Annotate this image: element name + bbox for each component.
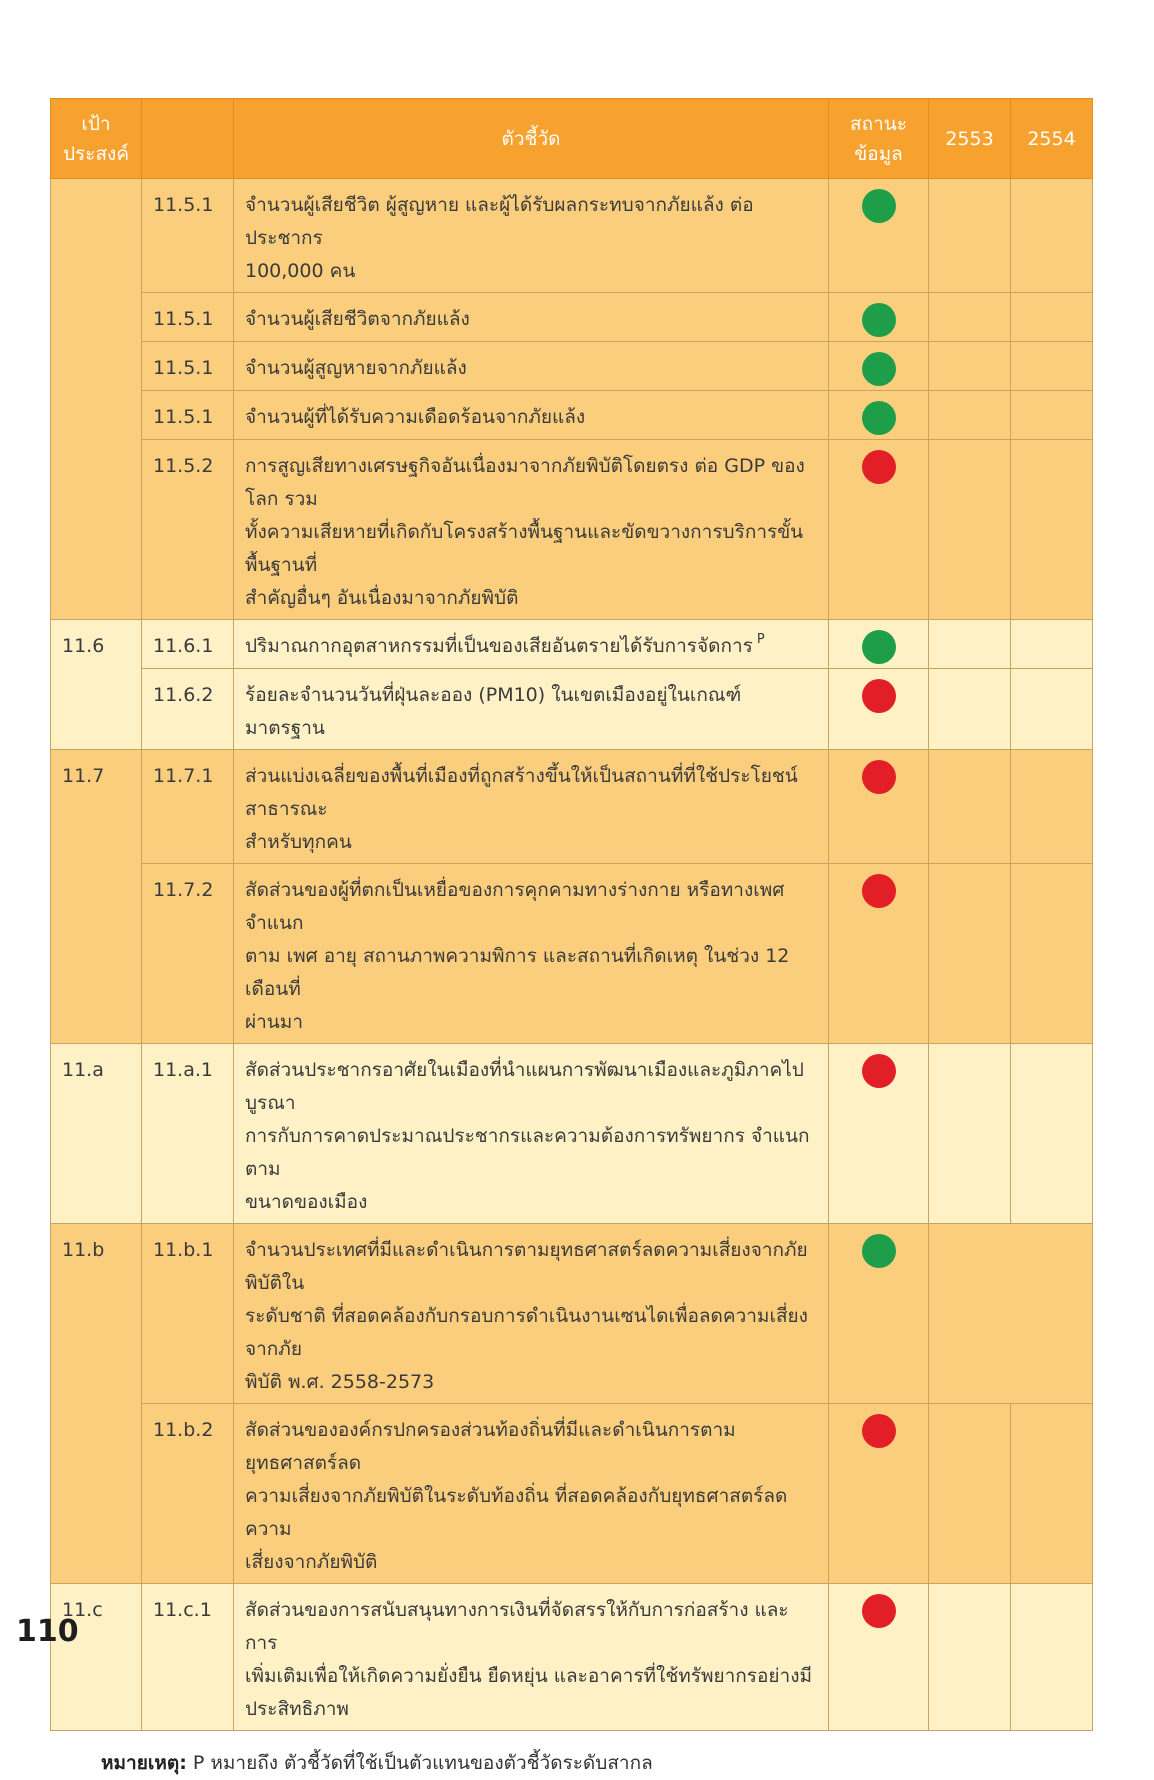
year-1-cell <box>929 391 1011 440</box>
indicator-code: 11.5.1 <box>142 293 234 342</box>
indicator-line: ทั้งความเสียหายที่เกิดกับโครงสร้างพื้นฐานและขัดขวางการบริการขั้นพื้นฐานที่ <box>245 521 804 576</box>
year-2-cell <box>1011 440 1093 620</box>
status-cell <box>829 440 929 620</box>
year-cell-merged <box>929 1224 1093 1404</box>
indicator-code: 11.5.1 <box>142 179 234 293</box>
indicator-text <box>234 620 829 669</box>
proxy-indicator-mark: P <box>756 632 765 647</box>
table-row <box>51 342 1093 391</box>
status-cell <box>829 1044 929 1224</box>
year-1-cell <box>929 1044 1011 1224</box>
indicator-line: ส่วนแบ่งเฉลี่ยของพื้นที่เมืองที่ถูกสร้างขึ้นให้เป็นสถานที่ที่ใช้ประโยชน์สาธารณะ <box>245 765 798 820</box>
table-row <box>51 669 1093 750</box>
indicator-line: ผ่านมา <box>245 1011 303 1033</box>
indicator-line: ระดับชาติ ที่สอดคล้องกับกรอบการดำเนินงานเซนไดเพื่อลดความเสี่ยงจากภัย <box>245 1305 808 1360</box>
indicator-line: จำนวนผู้เสียชีวิตจากภัยแล้ง <box>245 308 470 330</box>
footnote-text: P หมายถึง ตัวชี้วัดที่ใช้เป็นตัวแทนของตัวชี้วัดระดับสากล <box>186 1752 653 1774</box>
status-dot <box>862 352 896 386</box>
indicator-code: 11.5.1 <box>142 342 234 391</box>
status-cell <box>829 391 929 440</box>
indicator-text <box>234 1404 829 1584</box>
status-dot <box>862 679 896 713</box>
year-2-cell <box>1011 750 1093 864</box>
indicator-code: 11.7.1 <box>142 750 234 864</box>
goal-cell: 11.6 <box>51 620 142 750</box>
header-status <box>829 99 929 179</box>
status-dot <box>862 189 896 223</box>
indicator-line: การสูญเสียทางเศรษฐกิจอันเนื่องมาจากภัยพิบัติโดยตรง ต่อ GDP ของโลก รวม <box>245 455 805 510</box>
goal-cell: 11.7 <box>51 750 142 1044</box>
indicator-line: สัดส่วนของผู้ที่ตกเป็นเหยื่อของการคุกคามทางร่างกาย หรือทางเพศ จำแนก <box>245 879 785 934</box>
indicator-line: เสี่ยงจากภัยพิบัติ <box>245 1551 378 1573</box>
table-row <box>51 179 1093 293</box>
table-row <box>51 750 1093 864</box>
header-goal <box>51 99 142 179</box>
indicator-text <box>234 342 829 391</box>
year-2-cell <box>1011 293 1093 342</box>
indicator-code: 11.5.1 <box>142 391 234 440</box>
status-cell <box>829 1224 929 1404</box>
header-year-1: 2553 <box>929 99 1011 179</box>
indicator-code: 11.7.2 <box>142 864 234 1044</box>
year-1-cell <box>929 620 1011 669</box>
table-row <box>51 1404 1093 1584</box>
indicator-line: สัดส่วนของการสนับสนุนทางการเงินที่จัดสรรให้กับการก่อสร้าง และการ <box>245 1599 789 1654</box>
indicator-line-text: ปริมาณกากอุตสาหกรรมที่เป็นของเสียอันตรายได้รับการจัดการ <box>245 635 753 657</box>
status-dot <box>862 450 896 484</box>
year-1-cell <box>929 864 1011 1044</box>
indicator-line: จำนวนผู้ที่ได้รับความเดือดร้อนจากภัยแล้ง <box>245 406 586 428</box>
year-1-cell <box>929 440 1011 620</box>
indicator-text <box>234 1224 829 1404</box>
goal-cell: 11.a <box>51 1044 142 1224</box>
indicator-line: เพิ่มเติมเพื่อให้เกิดความยั่งยืน ยืดหยุ่น และอาคารที่ใช้ทรัพยากรอย่างมี <box>245 1665 813 1687</box>
goal-cell: 11.b <box>51 1224 142 1584</box>
indicator-line: ขนาดของเมือง <box>245 1191 368 1213</box>
status-cell <box>829 293 929 342</box>
status-dot <box>862 401 896 435</box>
indicator-text <box>234 1044 829 1224</box>
indicator-code: 11.a.1 <box>142 1044 234 1224</box>
indicator-table <box>50 98 1093 1731</box>
status-cell <box>829 669 929 750</box>
year-2-cell <box>1011 391 1093 440</box>
status-dot <box>862 1234 896 1268</box>
status-dot <box>862 1054 896 1088</box>
year-1-cell <box>929 750 1011 864</box>
goal-cell: 11.c <box>51 1584 142 1731</box>
indicator-line: 100,000 คน <box>245 260 356 282</box>
indicator-line: พิบัติ พ.ศ. 2558-2573 <box>245 1371 435 1393</box>
status-cell <box>829 1584 929 1731</box>
status-dot <box>862 760 896 794</box>
indicator-line: การกับการคาดประมาณประชากรและความต้องการทรัพยากร จำแนกตาม <box>245 1125 810 1180</box>
table-row <box>51 440 1093 620</box>
status-dot <box>862 630 896 664</box>
header-code <box>142 99 234 179</box>
indicator-line: สำหรับทุกคน <box>245 831 352 853</box>
indicator-line: ร้อยละจำนวนวันที่ฝุ่นละออง (PM10) ในเขตเมืองอยู่ในเกณฑ์มาตรฐาน <box>245 684 742 739</box>
year-2-cell <box>1011 179 1093 293</box>
indicator-line: จำนวนผู้สูญหายจากภัยแล้ง <box>245 357 467 379</box>
year-1-cell <box>929 179 1011 293</box>
status-dot <box>862 303 896 337</box>
year-1-cell <box>929 342 1011 391</box>
indicator-line: สัดส่วนขององค์กรปกครองส่วนท้องถิ่นที่มีและดำเนินการตามยุทธศาสตร์ลด <box>245 1419 736 1474</box>
status-dot <box>862 874 896 908</box>
indicator-line: จำนวนผู้เสียชีวิต ผู้สูญหาย และผู้ได้รับผลกระทบจากภัยแล้ง ต่อประชากร <box>245 194 754 249</box>
year-2-cell <box>1011 1044 1093 1224</box>
year-1-cell <box>929 669 1011 750</box>
indicator-code: 11.5.2 <box>142 440 234 620</box>
table-row <box>51 1224 1093 1404</box>
indicator-text <box>234 293 829 342</box>
indicator-line: สำคัญอื่นๆ อันเนื่องมาจากภัยพิบัติ <box>245 587 519 609</box>
year-2-cell <box>1011 864 1093 1044</box>
table-row <box>51 1044 1093 1224</box>
table-row <box>51 620 1093 669</box>
indicator-text <box>234 864 829 1044</box>
table-row <box>51 864 1093 1044</box>
indicator-text <box>234 440 829 620</box>
year-2-cell <box>1011 1584 1093 1731</box>
header-indicator: ตัวชี้วัด <box>234 99 829 179</box>
status-dot <box>862 1594 896 1628</box>
header-goal-line: เป้า <box>81 112 111 135</box>
indicator-text <box>234 391 829 440</box>
status-cell <box>829 342 929 391</box>
indicator-line <box>245 630 817 663</box>
year-1-cell <box>929 1584 1011 1731</box>
year-1-cell <box>929 1404 1011 1584</box>
header-status-line: สถานะ <box>850 112 907 135</box>
header-status-line: ข้อมูล <box>854 142 903 165</box>
table-row <box>51 391 1093 440</box>
page-content <box>50 98 1092 1780</box>
year-2-cell <box>1011 669 1093 750</box>
indicator-line: ตาม เพศ อายุ สถานภาพความพิการ และสถานที่เกิดเหตุ ในช่วง 12 เดือนที่ <box>245 945 790 1000</box>
page-number: 110 <box>16 1614 79 1649</box>
indicator-code: 11.6.1 <box>142 620 234 669</box>
indicator-line: ความเสี่ยงจากภัยพิบัติในระดับท้องถิ่น ที่สอดคล้องกับยุทธศาสตร์ลดความ <box>245 1485 788 1540</box>
indicator-code: 11.b.1 <box>142 1224 234 1404</box>
table-row <box>51 293 1093 342</box>
indicator-text <box>234 179 829 293</box>
year-1-cell <box>929 293 1011 342</box>
goal-cell <box>51 179 142 620</box>
indicator-text <box>234 669 829 750</box>
header-goal-line: ประสงค์ <box>62 142 130 165</box>
year-2-cell <box>1011 620 1093 669</box>
indicator-line: สัดส่วนประชากรอาศัยในเมืองที่นำแผนการพัฒนาเมืองและภูมิภาคไปบูรณา <box>245 1059 804 1114</box>
indicator-line: จำนวนประเทศที่มีและดำเนินการตามยุทธศาสตร์ลดความเสี่ยงจากภัยพิบัติใน <box>245 1239 808 1294</box>
indicator-code: 11.6.2 <box>142 669 234 750</box>
year-2-cell <box>1011 342 1093 391</box>
status-cell <box>829 179 929 293</box>
status-cell <box>829 864 929 1044</box>
indicator-code: 11.b.2 <box>142 1404 234 1584</box>
table-row <box>51 1584 1093 1731</box>
header-year-2: 2554 <box>1011 99 1093 179</box>
footnote-label: หมายเหตุ: <box>101 1752 187 1774</box>
status-dot <box>862 1414 896 1448</box>
table-header-row <box>51 99 1093 179</box>
indicator-text <box>234 1584 829 1731</box>
status-cell <box>829 1404 929 1584</box>
status-cell <box>829 620 929 669</box>
indicator-code: 11.c.1 <box>142 1584 234 1731</box>
indicator-text <box>234 750 829 864</box>
year-2-cell <box>1011 1404 1093 1584</box>
indicator-line: ประสิทธิภาพ <box>245 1698 349 1720</box>
footnote <box>50 1747 1092 1780</box>
status-cell <box>829 750 929 864</box>
